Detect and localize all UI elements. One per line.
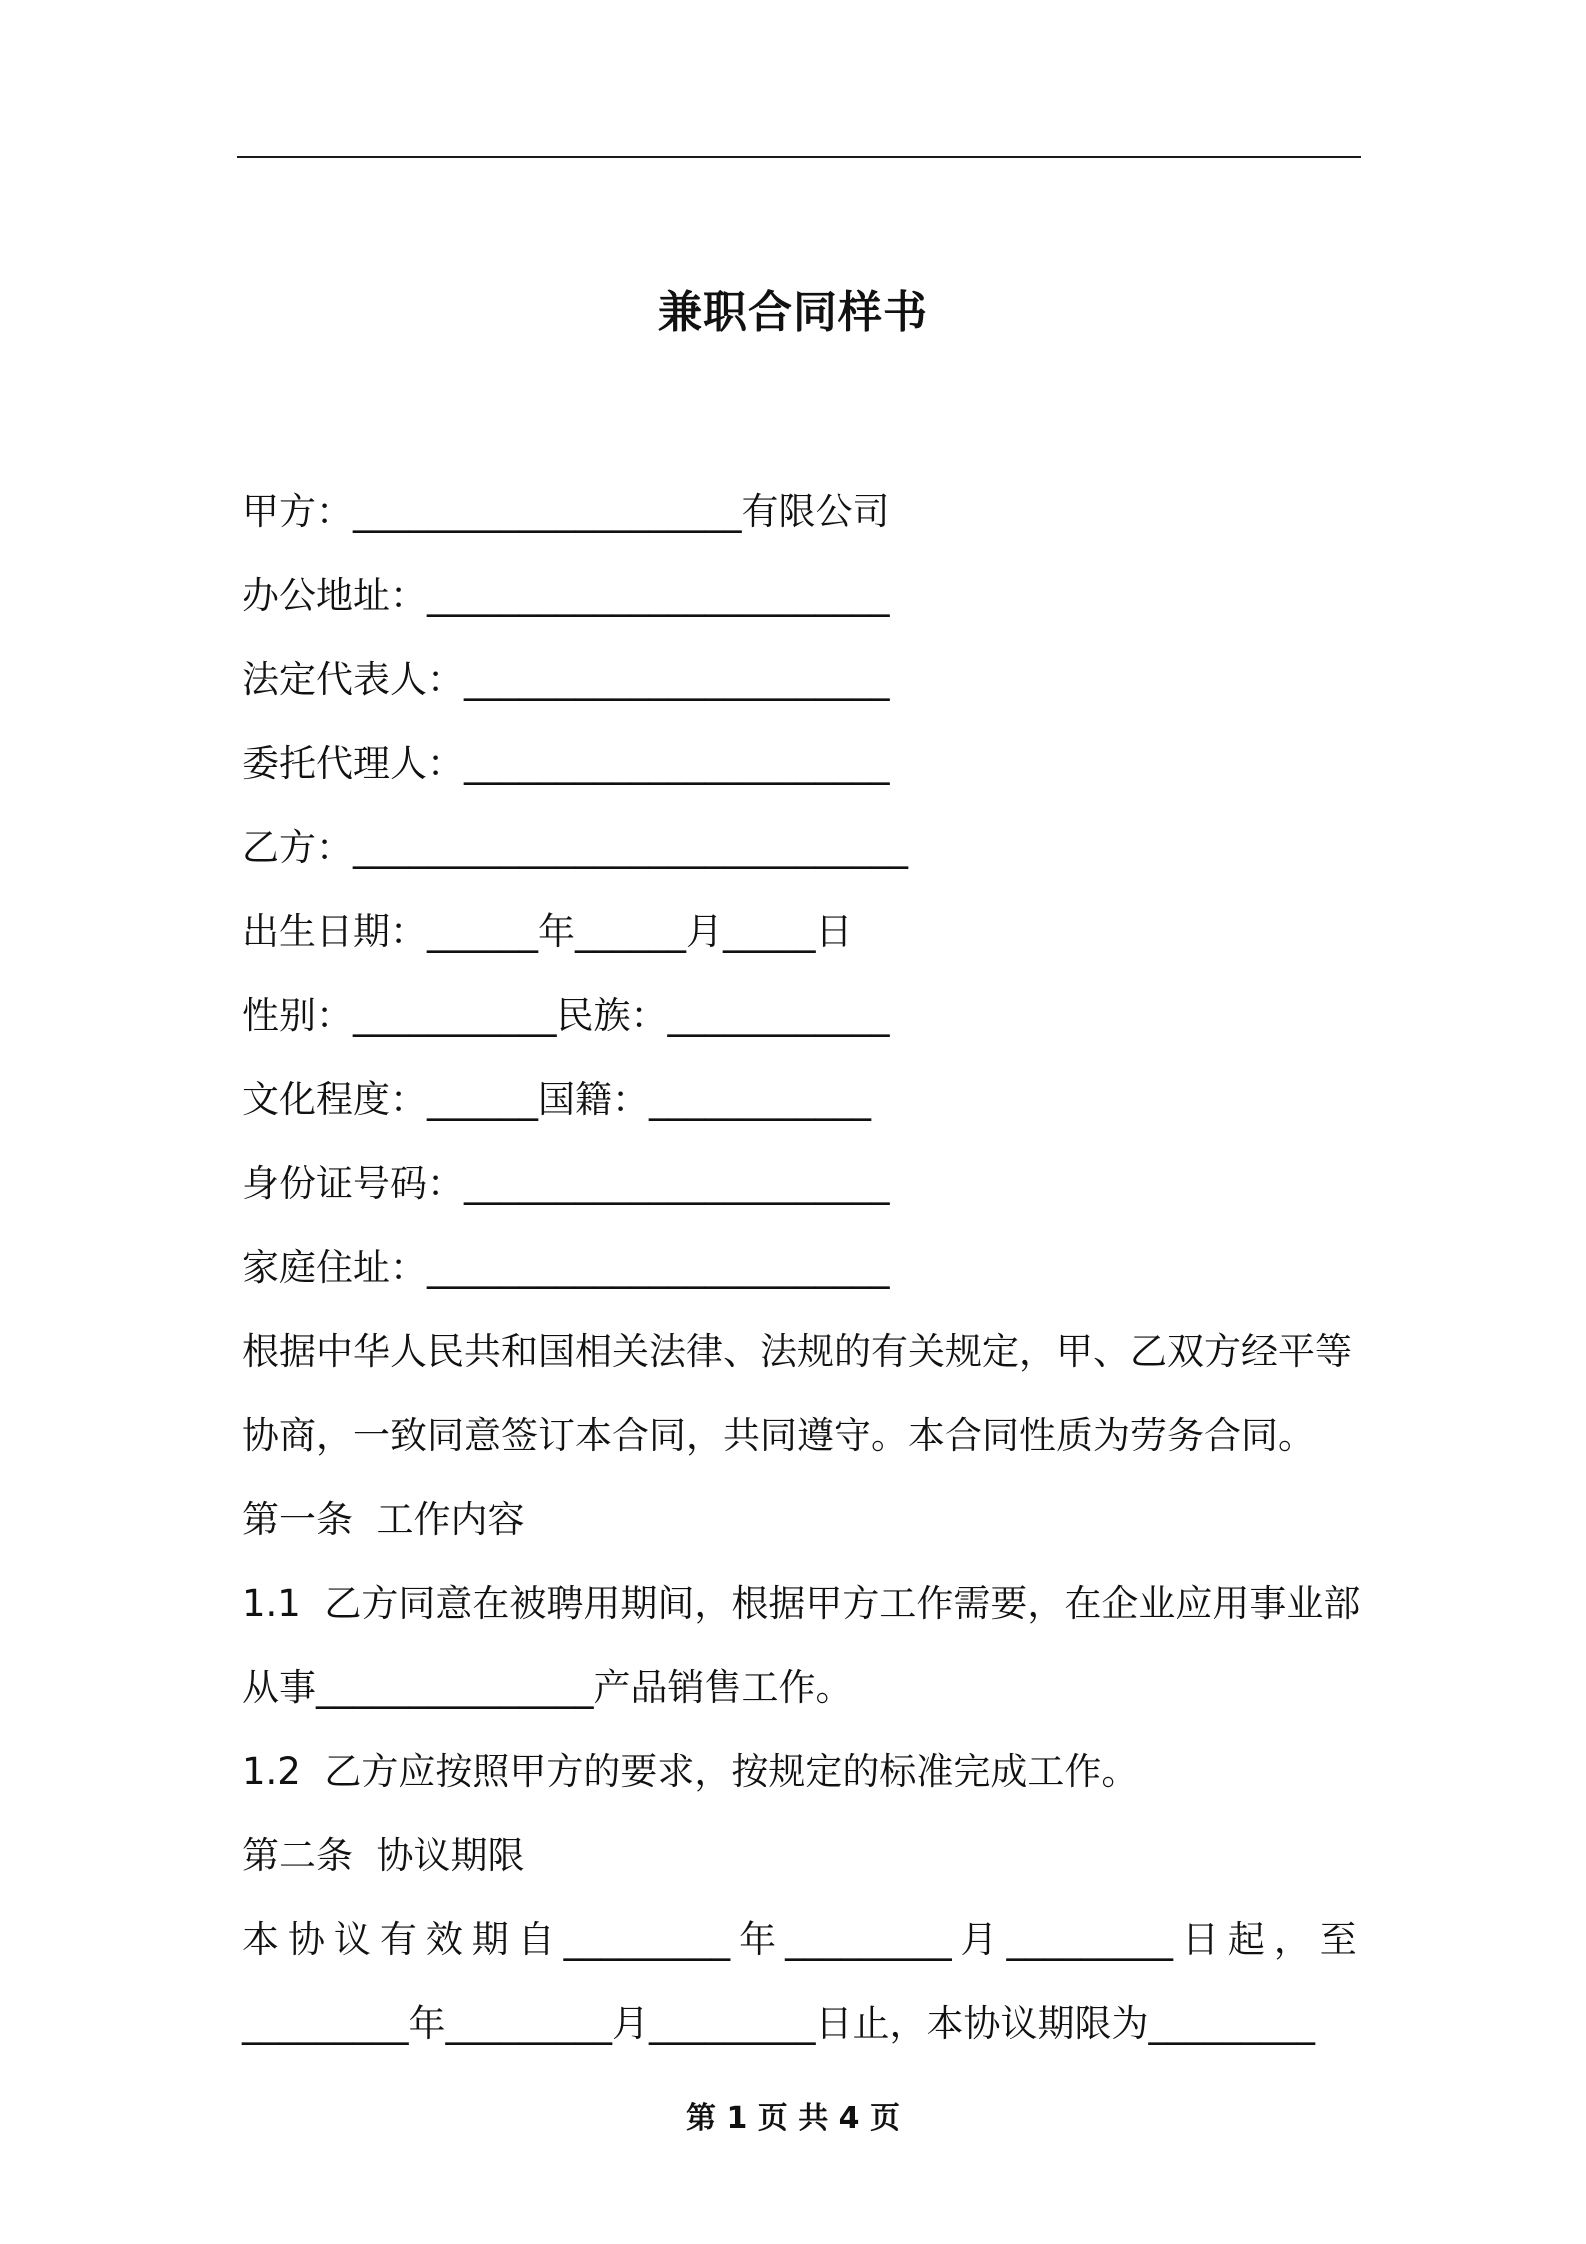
page-footer: 第 1 页 共 4 页 xyxy=(686,2101,900,2136)
term-char: 月 xyxy=(960,1918,998,1961)
document-body xyxy=(242,470,1361,2066)
term-char: 期 xyxy=(471,1918,509,1961)
term-char: 效 xyxy=(425,1918,463,1961)
term-char: 起 xyxy=(1227,1918,1265,1961)
term-char: 自 xyxy=(517,1918,555,1961)
article-1-heading: 第一条 工作内容 xyxy=(242,1498,525,1541)
gender-ethnicity-line: 性别：___________民族：____________ xyxy=(242,994,890,1037)
term-char: ， xyxy=(1273,1918,1311,1961)
clause-1-1-line-2: 从事_______________产品销售工作。 xyxy=(242,1666,853,1709)
authorized-agent-line: 委托代理人：_______________________ xyxy=(242,742,890,785)
header-rule xyxy=(237,156,1361,158)
legal-representative-line: 法定代表人：_______________________ xyxy=(242,658,890,701)
term-char: 本 xyxy=(242,1918,279,1961)
term-char: 议 xyxy=(333,1918,371,1961)
id-number-line: 身份证号码：_______________________ xyxy=(242,1162,890,1205)
term-char: 至 xyxy=(1319,1918,1357,1961)
party-b-line: 乙方：______________________________ xyxy=(242,826,908,869)
term-blank: _________ xyxy=(563,1918,731,1961)
office-address-line: 办公地址：_________________________ xyxy=(242,574,890,617)
birth-date-line: 出生日期：______年______月_____日 xyxy=(242,910,853,953)
preamble-line-2: 协商，一致同意签订本合同，共同遵守。本合同性质为劳务合同。 xyxy=(242,1414,1315,1457)
education-nationality-line: 文化程度：______国籍：____________ xyxy=(242,1078,871,1121)
clause-1-2: 1.2 乙方应按照甲方的要求，按规定的标准完成工作。 xyxy=(242,1750,1139,1793)
term-blank: _________ xyxy=(785,1918,952,1961)
term-char: 日 xyxy=(1181,1918,1219,1961)
preamble-line-1: 根据中华人民共和国相关法律、法规的有关规定，甲、乙双方经平等 xyxy=(242,1330,1352,1373)
term-char: 年 xyxy=(739,1918,777,1961)
document-title: 兼职合同样书 xyxy=(658,287,928,338)
term-char: 有 xyxy=(379,1918,417,1961)
home-address-line: 家庭住址：_________________________ xyxy=(242,1246,890,1289)
term-char: 协 xyxy=(287,1918,325,1961)
term-blank: _________ xyxy=(1006,1918,1173,1961)
term-line-2: _________年_________月_________日止，本协议期限为_________ xyxy=(242,2002,1315,2045)
article-2-heading: 第二条 协议期限 xyxy=(242,1834,525,1877)
term-line-1 xyxy=(242,1898,1357,1982)
clause-1-1-line-1: 1.1 乙方同意在被聘用期间，根据甲方工作需要，在企业应用事业部 xyxy=(242,1582,1361,1625)
party-a-line: 甲方：_____________________有限公司 xyxy=(242,490,890,533)
